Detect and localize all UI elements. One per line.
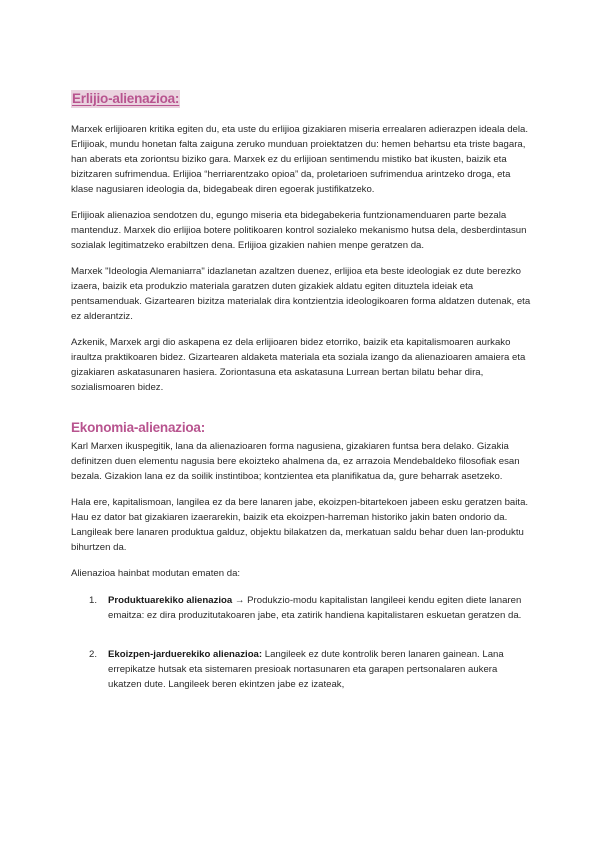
paragraph: Karl Marxen ikuspegitik, lana da alienazioaren forma nagusiena, gizakiaren funtsa bera delako. Gizakia definitzen duen elementu nagusia bere ekoizteko ahalmena da, ez arrazoia Mendebaldeko filosofiak esan bezala. Gizakion lana ez da soilik instintiboa; kontzientea eta planifikatua da, gure beharrak asetzeko. <box>71 441 520 482</box>
alienation-types-list <box>71 593 531 692</box>
paragraph: Azkenik, Marxek argi dio askapena ez dela erlijioaren bidez etorriko, baizik eta kapitalismoaren aurkako iraultza praktikoaren bidez. Gizartearen aldaketa materiala eta soziala izango da alienazioaren amaiera eta gizakiaren askatasunaren hasiera. Zoriontasuna eta askatasuna Lurrean bertan bilatu behar dira, sozialismoaren bidez. <box>71 337 526 393</box>
paragraph: Marxek erlijioaren kritika egiten du, eta uste du erlijioa gizakiaren miseria errealaren adierazpen ideala dela. Erlijioak, mundu honetan falta zaiguna zeruko munduan proiektatzen du: hemen behartsu eta triste bagara, han aberats eta zoriontsu biziko gara. Marxek ez du erlijioan sentimendu mistiko bat ikusten, baizik eta bizitzaren sufrimendua. Erlijioa “herriarentzako opioa” da, proletarioen sufrimendua arintzeko droga, eta klase nagusiaren ideologia da, bidegabeak diren egoerak justifikatzeko. <box>71 124 529 195</box>
paragraph: Marxek "Ideologia Alemaniarra" idazlanetan azaltzen duenez, erlijioa eta beste ideologiak ez dute berezko izaera, baizik eta produkzio materiala garatzen duten gizakiek aldatu egiten dituztela ideiak eta pentsamenduak. Gizartearen bizitza materialak dira kontzientzia ideologikoaren forma aldatzen dutenak, eta ez alderantziz. <box>71 266 531 322</box>
list-item-title: Produktuarekiko alienazioa <box>108 595 233 606</box>
list-item <box>71 647 531 692</box>
document-content <box>71 90 531 692</box>
list-item-text: Langileek ez dute kontrolik beren lanaren gainean. Lana errepikatze hutsak eta sistemaren presioak nortasunaren eta garapen pertsonalaren aukera ukatzen dute. Langileek beren ekintzen jabe ez izateak, <box>108 649 504 690</box>
list-item-text: → Produkzio-modu kapitalistan langileei kendu egiten diete lanaren emaitza: ez dira produzitutakoaren jabe, eta zatirik handiena kapitalistaren eskuetan geratzen da. <box>108 595 522 621</box>
paragraph: Hala ere, kapitalismoan, langilea ez da bere lanaren jabe, ekoizpen-bitartekoen jabeen esku geratzen baita. Hau ez dator bat gizakiaren izaerarekin, baizik eta ekoizpen-harreman historiko jakin baten ondorio da. Langileak bere lanaren produktua galduz, objektu bilakatzen da, merkatuan saldu behar duen lan-produktu bihurtzen da. <box>71 497 529 553</box>
list-item-title: Ekoizpen-jarduerekiko alienazioa: <box>108 649 263 660</box>
section-heading-religion: Erlijio-alienazioa: <box>72 91 180 106</box>
list-number: 2. <box>89 649 98 660</box>
list-number: 1. <box>89 595 98 606</box>
list-item <box>71 593 531 623</box>
paragraph: Erlijioak alienazioa sendotzen du, egungo miseria eta bidegabekeria funtzionamenduaren parte bezala mantenduz. Marxek dio erlijioa botere politikoaren kontrol sozialeko mekanismo hutsa dela, desberdintasun sozialak legitimatzeko erabiltzen dena. Erlijioa gizakien nahien menpe geratzen da. <box>71 210 527 251</box>
section-heading-economy: Ekonomia-alienazioa: <box>71 420 206 435</box>
paragraph: Alienazioa hainbat modutan ematen da: <box>71 568 241 579</box>
